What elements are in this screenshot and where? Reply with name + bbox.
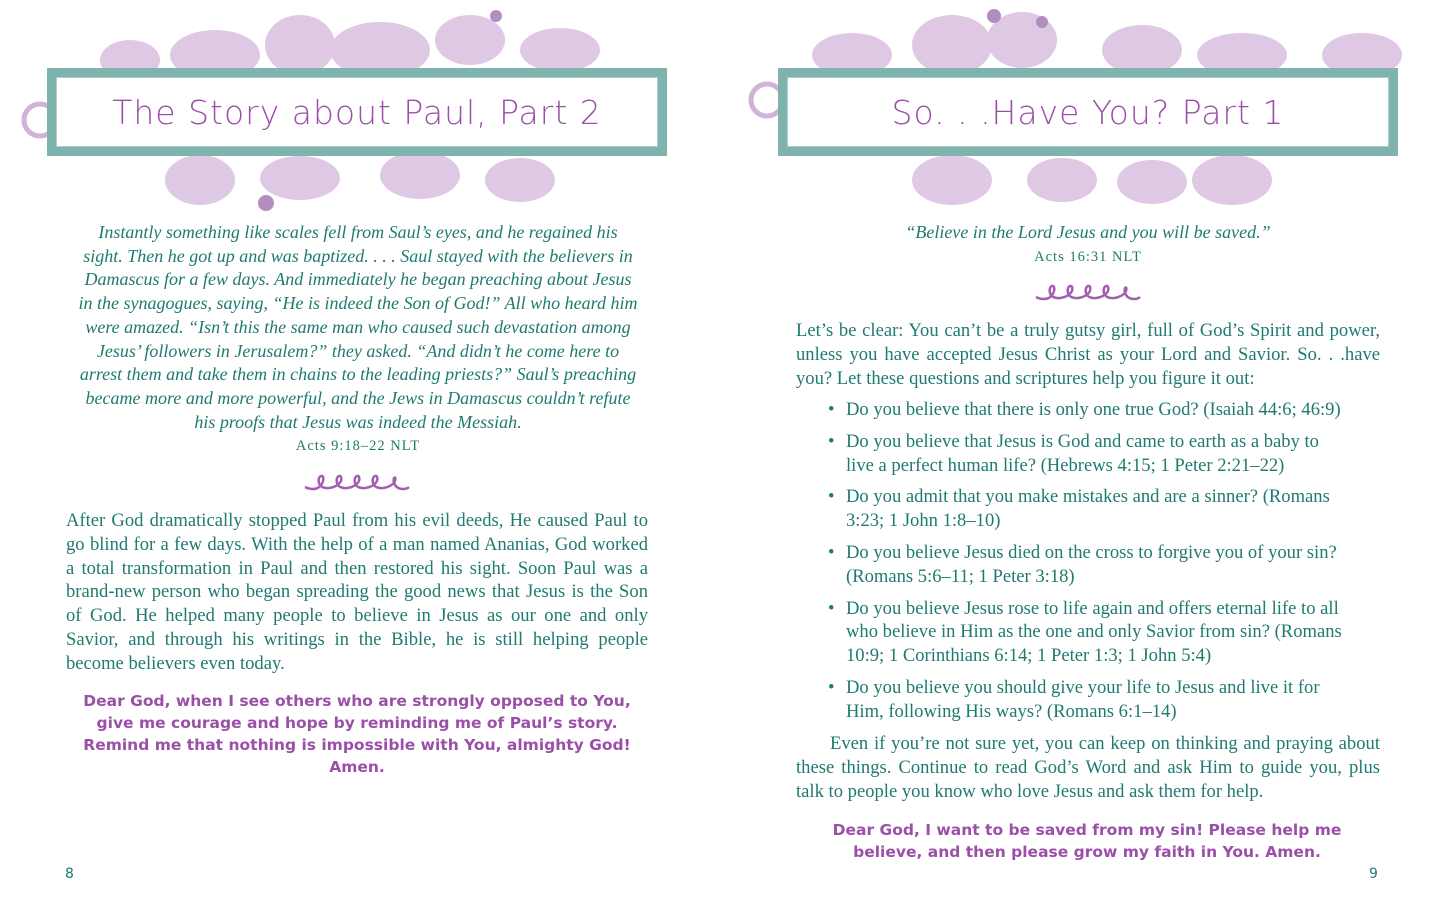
bullet-icon: •	[828, 597, 835, 619]
bullet-icon: •	[828, 486, 835, 508]
page-number: 8	[65, 866, 74, 882]
page-number: 9	[1369, 866, 1378, 882]
title-banner	[778, 68, 1398, 156]
prayer-text: Dear God, when I see others who are strongly opposed to You, give me courage and hope by reminding me of Paul’s story. Remind me that nothing is impossible with You, almighty God! Amen.	[83, 692, 631, 776]
bullet-icon: •	[828, 399, 835, 420]
list-item: • Do you believe Jesus rose to life again and offers eternal life to all who believe in Him as the one and only Savior from sin? (Romans 10:9; 1 Corinthians 6:14; 1 Peter 1:3; 1 John 5:4)	[828, 597, 1342, 667]
question-list	[828, 398, 1348, 732]
closing-paragraph: Even if you’re not sure yet, you can keep on thinking and praying about these things. Continue to read God’s Word and ask Him to guide you, plus talk to people you know who love Jesus and ask them for help.	[796, 733, 1380, 802]
intro-paragraph: Let’s be clear: You can’t be a truly gutsy girl, full of God’s Spirit and power, unless you have accepted Jesus Christ as your Lord and Savior. So. . .have you? Let these questions and scriptures help you figure it out:	[796, 320, 1380, 389]
bullet-icon: •	[828, 430, 835, 452]
page-title: The Story about Paul, Part 2	[112, 92, 602, 132]
squiggle-divider-icon	[303, 473, 413, 493]
bullet-icon: •	[828, 676, 835, 698]
list-item: • Do you believe that Jesus is God and came to earth as a baby to live a perfect human life? (Hebrews 4:15; 1 Peter 2:21–22)	[828, 430, 1319, 476]
scripture-reference: Acts 9:18–22 NLT	[295, 438, 421, 455]
list-item: • Do you believe that there is only one true God? (Isaiah 44:6; 46:9)	[828, 399, 1341, 420]
prayer-text: Dear God, I want to be saved from my sin! Please help me believe, and then please grow my faith in You. Amen.	[832, 821, 1342, 861]
scripture-reference: Acts 16:31 NLT	[1034, 248, 1142, 265]
bullet-icon: •	[828, 541, 835, 563]
list-item: • Do you believe you should give your life to Jesus and live it for Him, following His ways? (Romans 6:1–14)	[828, 676, 1320, 722]
right-page	[722, 0, 1445, 920]
scripture-quote	[78, 221, 638, 459]
squiggle-divider-icon	[1034, 283, 1144, 303]
body-paragraph: After God dramatically stopped Paul from his evil deeds, He caused Paul to go blind for a few days. With the help of a man named Ananias, God worked a total transformation in Paul and then restored his sight. Soon Paul was a brand-new person who began spreading the good news that Jesus is the Son of God. He helped many people to believe in Jesus as our one and only Savior, and through his writings in the Bible, he is still helping people become believers even today.	[66, 510, 648, 674]
quote-text: “Believe in the Lord Jesus and you will be saved.”	[905, 222, 1271, 242]
title-banner	[47, 68, 667, 156]
list-item: • Do you admit that you make mistakes and are a sinner? (Romans 3:23; 1 John 1:8–10)	[828, 486, 1330, 532]
quote-text: Instantly something like scales fell from Saul’s eyes, and he regained his sight. Then he got up and was baptized. . . . Saul stayed with the believers in Damascus for a few days. And immediately he began preaching about Jesus in the synagogues, saying, “He is indeed the Son of God!” All who heard him were amazed. “Isn’t this the same man who caused such devastation among Jesus’ followers in Jerusalem?” they asked. “And didn’t he come here to arrest them and take them in chains to the leading priests?” Saul’s preaching became more and more powerful, and the Jews in Damascus couldn’t refute his proofs that Jesus was indeed the Messiah.	[78, 222, 638, 432]
scripture-quote	[788, 221, 1388, 269]
list-item: • Do you believe Jesus died on the cross to forgive you of your sin? (Romans 5:6–11; 1 Peter 3:18)	[828, 541, 1337, 587]
left-page	[0, 0, 722, 920]
page-title: So. . .Have You? Part 1	[891, 92, 1285, 132]
